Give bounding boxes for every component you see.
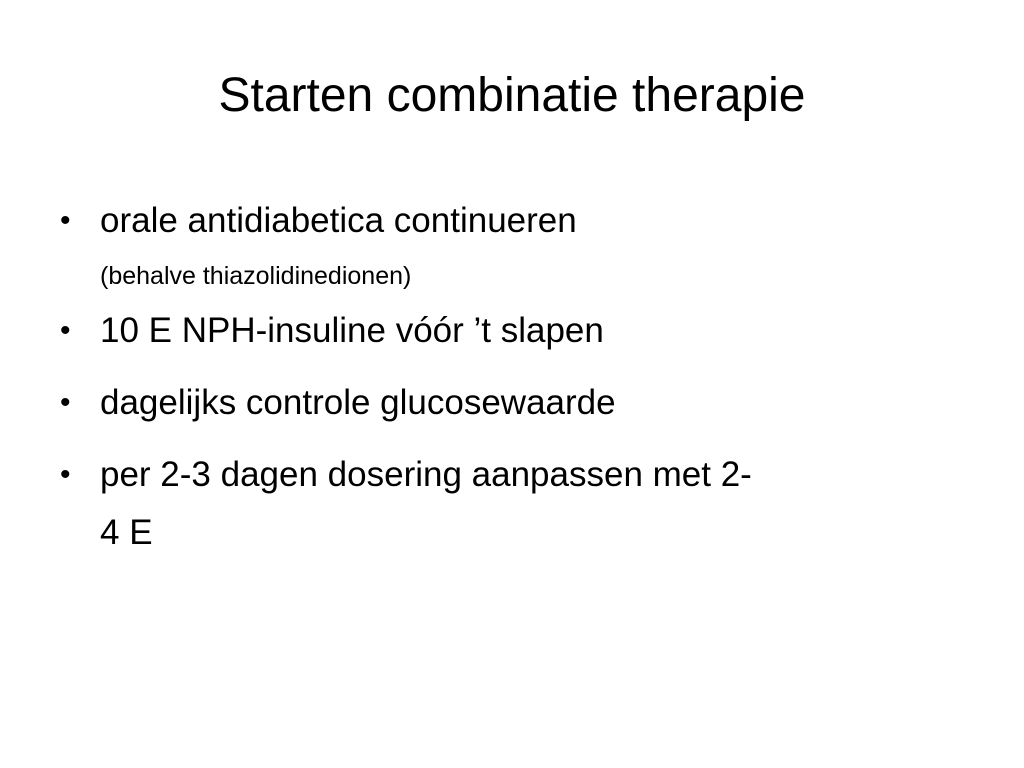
bullet-subtext: (behalve thiazolidinedionen) <box>100 262 412 290</box>
slide-title: Starten combinatie therapie <box>218 69 806 122</box>
bullet-item-4 <box>56 446 956 562</box>
bullet-dot-icon: • <box>60 204 71 237</box>
bullet-item-3 <box>56 374 956 432</box>
bullet-text: orale antidiabetica continueren <box>100 201 577 240</box>
bullet-text: 10 E NPH-insuline vóór ’t slapen <box>100 311 604 350</box>
bullet-text-line-2: 4 E <box>100 513 153 552</box>
bullet-dot-icon: • <box>60 386 71 419</box>
bullet-list <box>56 192 956 576</box>
bullet-item-1 <box>56 192 956 296</box>
bullet-dot-icon: • <box>60 314 71 347</box>
bullet-item-2 <box>56 302 956 360</box>
bullet-text-line-1: per 2-3 dagen dosering aanpassen met 2- <box>100 455 752 494</box>
bullet-dot-icon: • <box>60 458 71 491</box>
bullet-text: dagelijks controle glucosewaarde <box>100 383 616 422</box>
